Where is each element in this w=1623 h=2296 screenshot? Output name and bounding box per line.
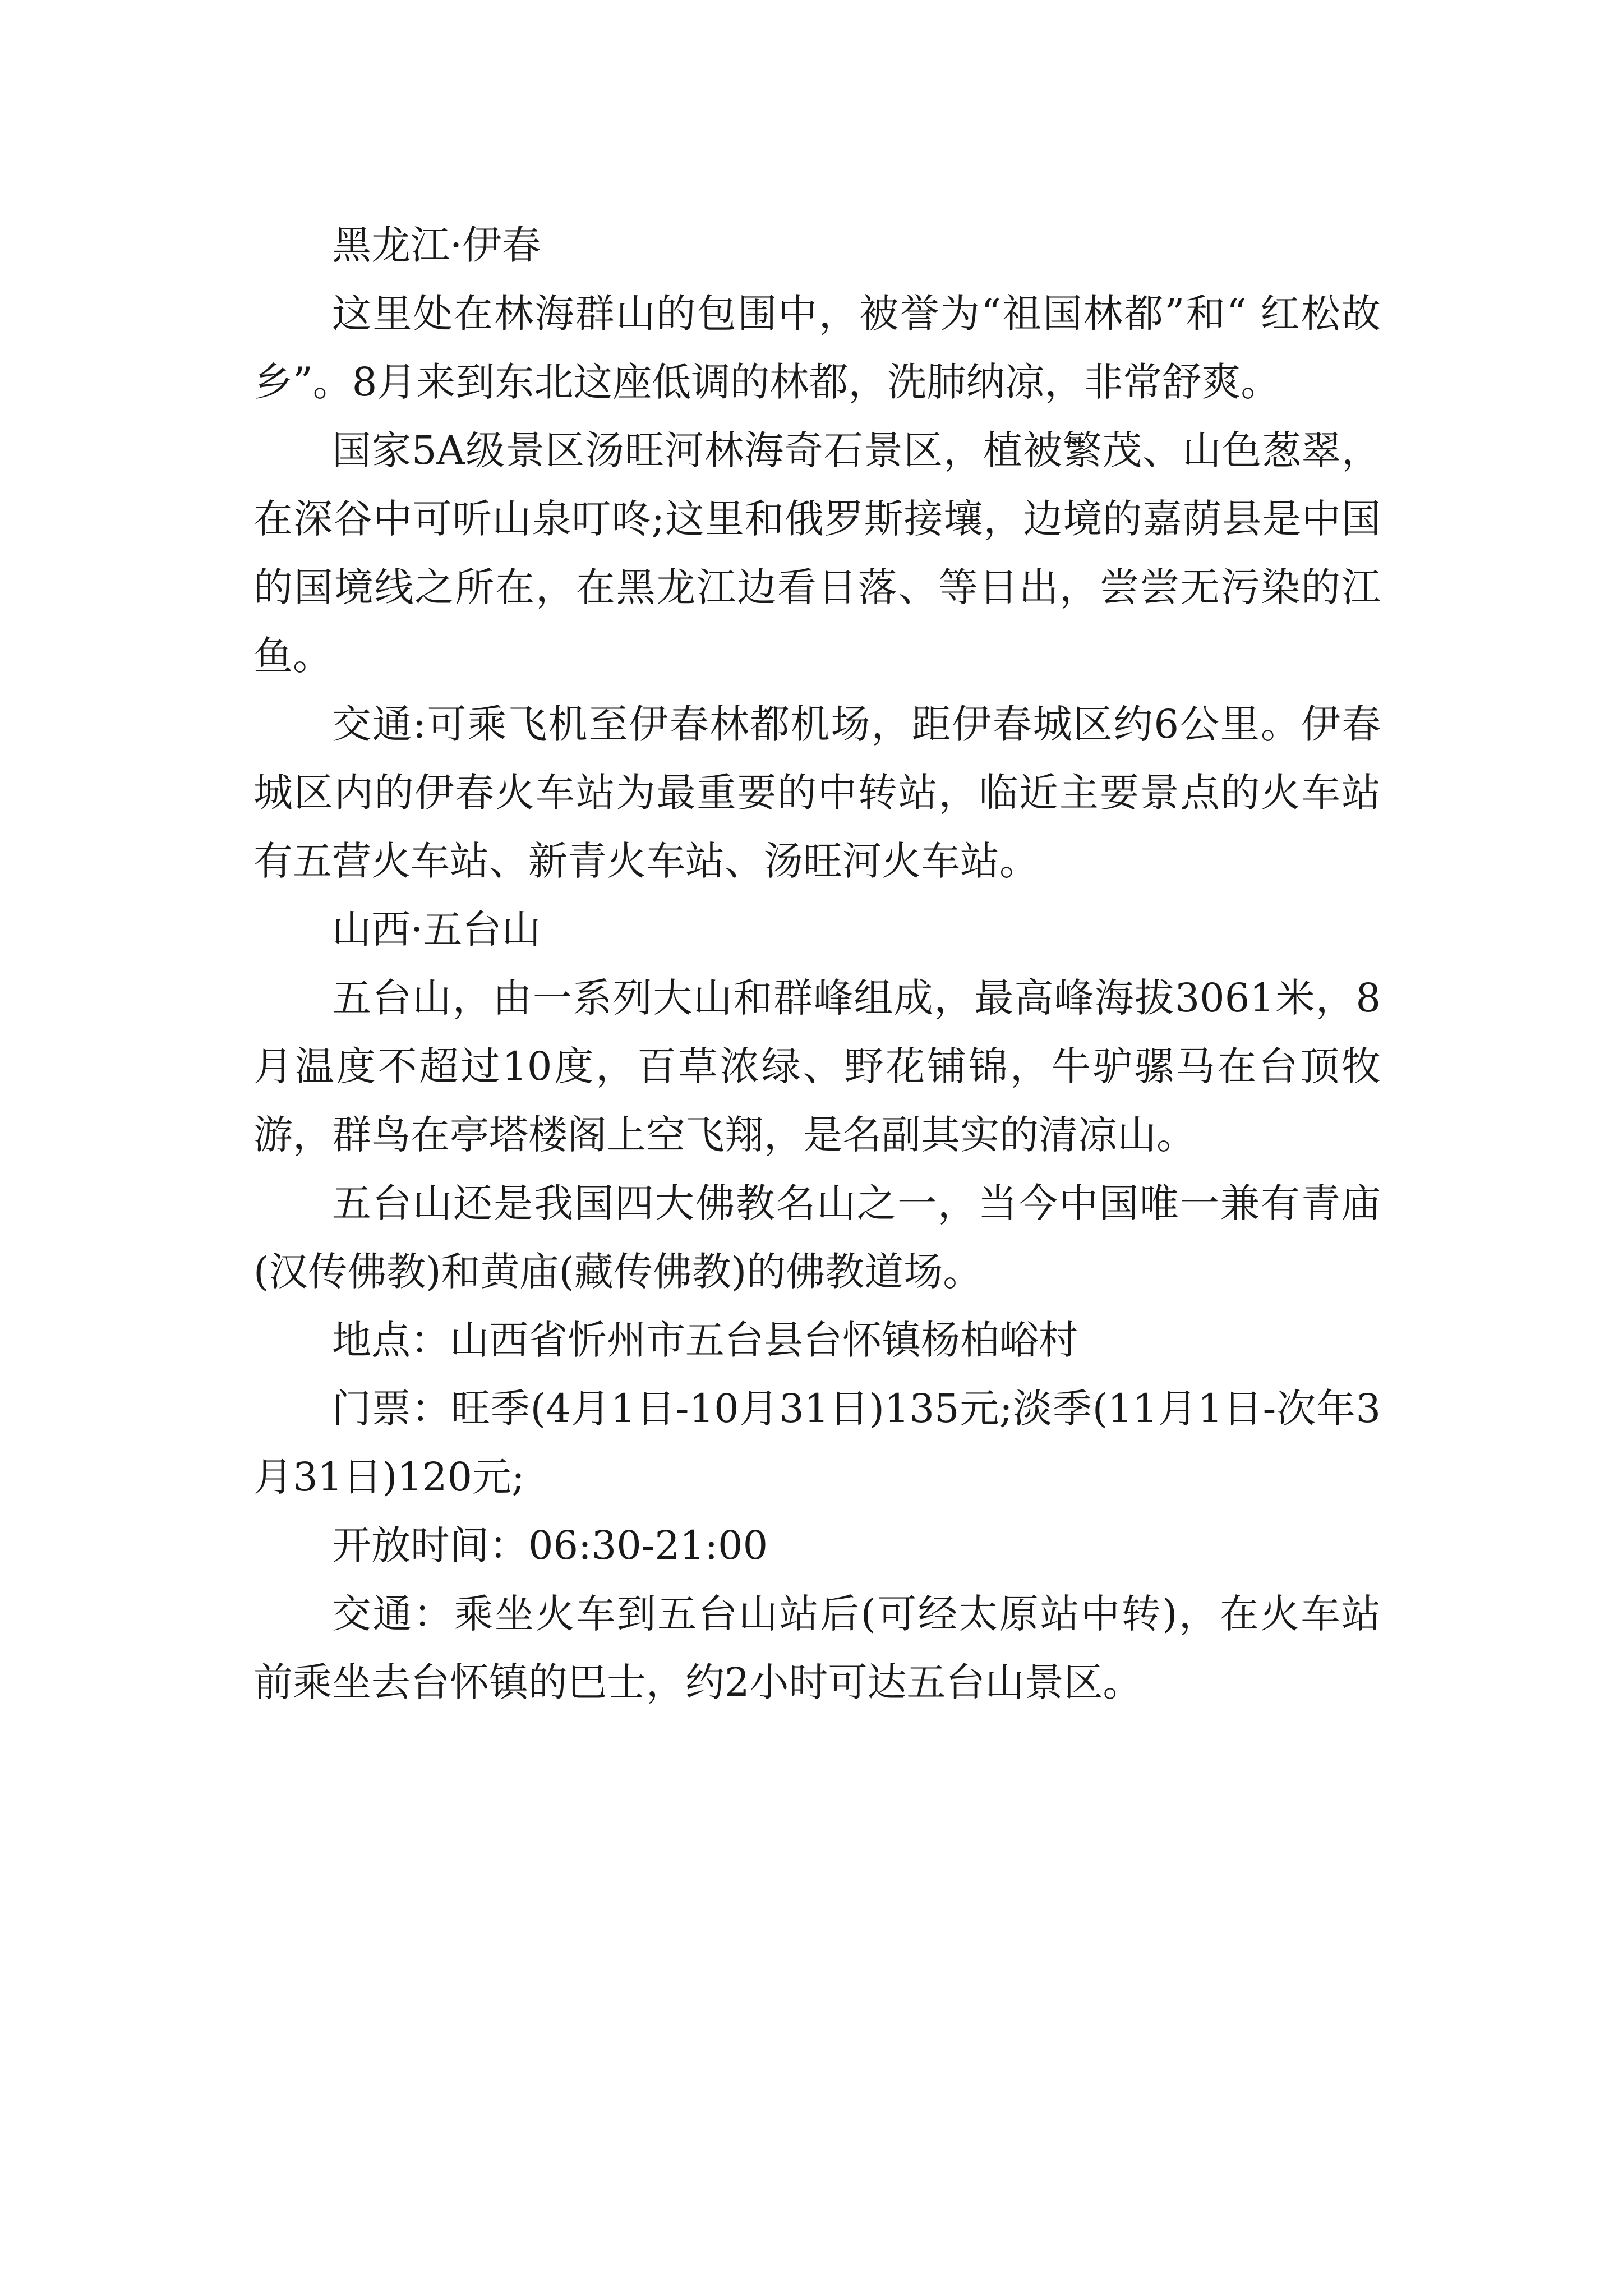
paragraph-wutaishan-location: 地点：山西省忻州市五台县台怀镇杨柏峪村 [332, 1317, 1078, 1363]
paragraph-wutaishan-hours: 开放时间：06:30-21:00 [332, 1522, 768, 1568]
paragraph-wutaishan-buddhism: 五台山还是我国四大佛教名山之一，当今中国唯一兼有青庙(汉传佛教)和黄庙(藏传佛教)的佛教道场。 [253, 1180, 1381, 1295]
paragraph-yichun-intro: 这里处在林海群山的包围中，被誉为“祖国林都”和“ 红松故乡”。8月来到东北这座低调的林都，洗肺纳凉，非常舒爽。 [253, 291, 1381, 405]
document-body [253, 211, 1381, 1717]
section-heading-wutaishan: 山西·五台山 [332, 907, 541, 953]
section-heading-yichun: 黑龙江·伊春 [332, 222, 541, 268]
paragraph-wutaishan-tickets: 门票：旺季(4月1日-10月31日)135元;淡季(11月1日-次年3月31日)120元; [253, 1386, 1381, 1500]
paragraph-wutaishan-transport: 交通：乘坐火车到五台山站后(可经太原站中转)，在火车站前乘坐去台怀镇的巴士，约2小时可达五台山景区。 [253, 1591, 1381, 1705]
paragraph-yichun-transport: 交通:可乘飞机至伊春林都机场，距伊春城区约6公里。伊春城区内的伊春火车站为最重要的中转站，临近主要景点的火车站有五营火车站、新青火车站、汤旺河火车站。 [253, 701, 1381, 884]
paragraph-yichun-scenery: 国家5A级景区汤旺河林海奇石景区，植被繁茂、山色葱翠，在深谷中可听山泉叮咚;这里和俄罗斯接壤，边境的嘉荫县是中国的国境线之所在，在黑龙江边看日落、等日出，尝尝无污染的江鱼。 [253, 427, 1381, 679]
paragraph-wutaishan-intro: 五台山，由一系列大山和群峰组成，最高峰海拔3061米，8月温度不超过10度，百草浓绿、野花铺锦，牛驴骡马在台顶牧游，群鸟在亭塔楼阁上空飞翔，是名副其实的清凉山。 [253, 975, 1381, 1158]
